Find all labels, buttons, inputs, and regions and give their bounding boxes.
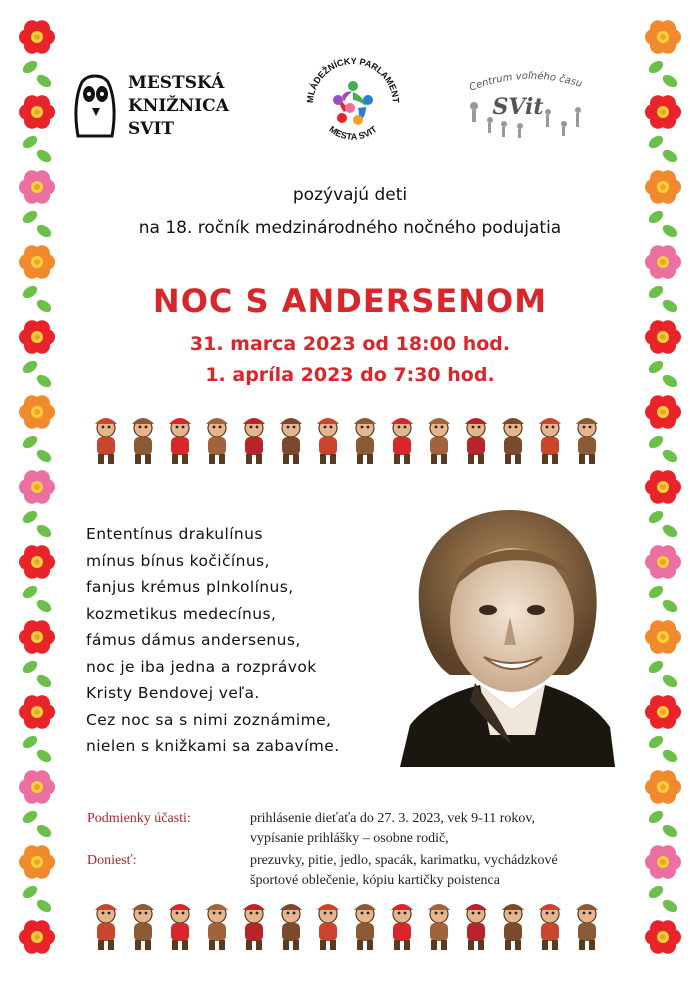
flower-icon xyxy=(644,93,682,131)
cartoon-character-icon xyxy=(576,904,598,950)
left-flower-border xyxy=(0,0,60,990)
flower-icon xyxy=(644,318,682,356)
flower-icon xyxy=(644,18,682,56)
people-circle-icon xyxy=(333,81,373,125)
leaf-icon xyxy=(647,433,666,450)
flower-icon xyxy=(18,18,56,56)
bring-label: Doniesť: xyxy=(87,853,137,868)
leaf-icon xyxy=(647,358,666,375)
flower-icon xyxy=(644,543,682,581)
bring-value-line1: prezuvky, pitie, jedlo, spacák, karimatku, vychádzkové xyxy=(250,853,558,868)
center-name-top: Centrum voľného času xyxy=(467,70,584,94)
flower-icon xyxy=(644,843,682,881)
cartoon-character-icon xyxy=(132,418,154,464)
characters-ornament-bottom xyxy=(88,900,608,954)
leaf-icon xyxy=(21,58,40,75)
cartoon-character-icon xyxy=(95,904,117,950)
flower-icon xyxy=(18,918,56,956)
leaf-icon xyxy=(647,733,666,750)
leaf-icon xyxy=(647,58,666,75)
flower-icon xyxy=(18,843,56,881)
bring-value-line2: športové oblečenie, kópiu kartičky poistenca xyxy=(250,873,500,888)
poem-line: Ententínus drakulínus xyxy=(86,525,263,543)
poem xyxy=(86,521,340,760)
cartoon-character-icon xyxy=(132,904,154,950)
leaf-icon xyxy=(661,372,680,389)
cartoon-character-icon xyxy=(206,418,228,464)
cartoon-character-icon xyxy=(317,904,339,950)
cartoon-character-icon xyxy=(95,418,117,464)
cartoon-character-icon xyxy=(465,418,487,464)
leaf-icon xyxy=(661,747,680,764)
flower-icon xyxy=(18,618,56,656)
flower-icon xyxy=(644,618,682,656)
leaf-icon xyxy=(647,133,666,150)
leaf-icon xyxy=(21,733,40,750)
cartoon-character-icon xyxy=(280,904,302,950)
conditions-value-line2: vypísanie prihlášky – osobne rodič, xyxy=(250,831,449,846)
owl-icon xyxy=(72,74,118,140)
leaf-icon xyxy=(35,597,54,614)
youth-parliament-logo xyxy=(300,52,406,148)
leaf-icon xyxy=(647,883,666,900)
leaf-icon xyxy=(21,358,40,375)
leaf-icon xyxy=(647,808,666,825)
leaf-icon xyxy=(661,822,680,839)
flower-icon xyxy=(18,543,56,581)
author-portrait-photo xyxy=(400,505,615,767)
cartoon-character-icon xyxy=(280,418,302,464)
leaf-icon xyxy=(21,808,40,825)
cartoon-character-icon xyxy=(169,418,191,464)
parliament-name-bottom: MESTA SVIT xyxy=(327,123,379,142)
library-name-line1: MESTSKÁ xyxy=(128,73,225,93)
poem-line: kozmetikus medecínus, xyxy=(86,604,277,623)
leaf-icon xyxy=(647,658,666,675)
library-name-line2: KNIŽNICA xyxy=(128,96,229,116)
leaf-icon xyxy=(21,133,40,150)
cartoon-character-icon xyxy=(354,418,376,464)
leaf-icon xyxy=(647,583,666,600)
cartoon-character-icon xyxy=(243,904,265,950)
event-title: NOC S ANDERSENOM xyxy=(152,282,548,320)
leaf-icon xyxy=(35,147,54,164)
poem-line: Kristy Bendovej veľa. xyxy=(86,684,260,702)
cartoon-character-icon xyxy=(502,904,524,950)
flower-icon xyxy=(644,168,682,206)
leaf-icon xyxy=(647,508,666,525)
poem-line: noc je iba jedna a rozprávok xyxy=(86,657,317,676)
leaf-icon xyxy=(35,372,54,389)
cartoon-character-icon xyxy=(206,904,228,950)
flower-icon xyxy=(644,243,682,281)
leaf-icon xyxy=(661,147,680,164)
leaf-icon xyxy=(661,297,680,314)
leaf-icon xyxy=(21,208,40,225)
leaf-icon xyxy=(35,447,54,464)
flower-icon xyxy=(644,393,682,431)
svg-text:MESTA SVIT xyxy=(327,124,379,142)
library-name xyxy=(128,72,229,141)
leaf-icon xyxy=(647,283,666,300)
cartoon-character-icon xyxy=(317,418,339,464)
cartoon-character-icon xyxy=(169,904,191,950)
svg-text:MLÁDEŽNÍCKY PARLAMENT xyxy=(305,56,401,104)
library-logo xyxy=(72,72,242,142)
poem-line: fanjus krémus plnkolínus, xyxy=(86,578,294,596)
leaf-icon xyxy=(21,883,40,900)
flower-icon xyxy=(18,393,56,431)
leaf-icon xyxy=(661,897,680,914)
leaf-icon xyxy=(35,672,54,689)
cartoon-character-icon xyxy=(428,904,450,950)
leaf-icon xyxy=(21,433,40,450)
flower-icon xyxy=(18,693,56,731)
cartoon-character-icon xyxy=(539,904,561,950)
leisure-center-logo xyxy=(460,62,590,142)
svg-text:Centrum voľného času xyxy=(468,70,584,94)
leaf-icon xyxy=(35,897,54,914)
flower-icon xyxy=(18,768,56,806)
event-end-date: 1. apríla 2023 do 7:30 hod. xyxy=(205,364,495,386)
leaf-icon xyxy=(35,822,54,839)
cartoon-character-icon xyxy=(243,418,265,464)
flower-icon xyxy=(18,243,56,281)
cartoon-character-icon xyxy=(391,904,413,950)
poem-line: fámus dámus andersenus, xyxy=(86,631,301,649)
poem-line: nielen s knižkami sa zabavíme. xyxy=(86,737,340,755)
flower-icon xyxy=(644,768,682,806)
event-start-date: 31. marca 2023 od 18:00 hod. xyxy=(189,333,511,355)
flower-icon xyxy=(18,168,56,206)
conditions-value-line1: prihlásenie dieťaťa do 27. 3. 2023, vek 9-11 rokov, xyxy=(250,811,536,826)
center-name: SVit xyxy=(492,94,544,120)
leaf-icon xyxy=(661,447,680,464)
cartoon-character-icon xyxy=(576,418,598,464)
leaf-icon xyxy=(647,208,666,225)
leaf-icon xyxy=(661,72,680,89)
intro-line-1: pozývajú deti xyxy=(292,185,408,205)
leaf-icon xyxy=(661,522,680,539)
leaf-icon xyxy=(661,597,680,614)
intro-line-2: na 18. ročník medzinárodného nočného podujatia xyxy=(138,218,562,238)
leaf-icon xyxy=(35,297,54,314)
cartoon-character-icon xyxy=(539,418,561,464)
cartoon-character-icon xyxy=(502,418,524,464)
flower-icon xyxy=(644,918,682,956)
library-name-line3: SVIT xyxy=(128,119,175,139)
leaf-icon xyxy=(21,283,40,300)
cartoon-character-icon xyxy=(354,904,376,950)
leaf-icon xyxy=(661,222,680,239)
leaf-icon xyxy=(35,522,54,539)
flower-icon xyxy=(644,693,682,731)
leaf-icon xyxy=(21,508,40,525)
flower-icon xyxy=(18,468,56,506)
leaf-icon xyxy=(21,583,40,600)
leaf-icon xyxy=(661,672,680,689)
leaf-icon xyxy=(35,747,54,764)
poem-line: mínus bínus kočičínus, xyxy=(86,551,270,570)
leaf-icon xyxy=(21,658,40,675)
leaf-icon xyxy=(35,222,54,239)
flower-icon xyxy=(18,93,56,131)
flower-icon xyxy=(644,468,682,506)
cartoon-character-icon xyxy=(391,418,413,464)
leaf-icon xyxy=(35,72,54,89)
characters-ornament-top xyxy=(88,414,608,468)
poem-line: Cez noc sa s nimi zoznámime, xyxy=(86,710,332,729)
cartoon-character-icon xyxy=(428,418,450,464)
cartoon-character-icon xyxy=(465,904,487,950)
conditions-label: Podmienky účasti: xyxy=(87,811,191,826)
right-flower-border xyxy=(640,0,700,990)
flower-icon xyxy=(18,318,56,356)
parliament-name-top: MLÁDEŽNÍCKY PARLAMENT xyxy=(304,55,402,104)
